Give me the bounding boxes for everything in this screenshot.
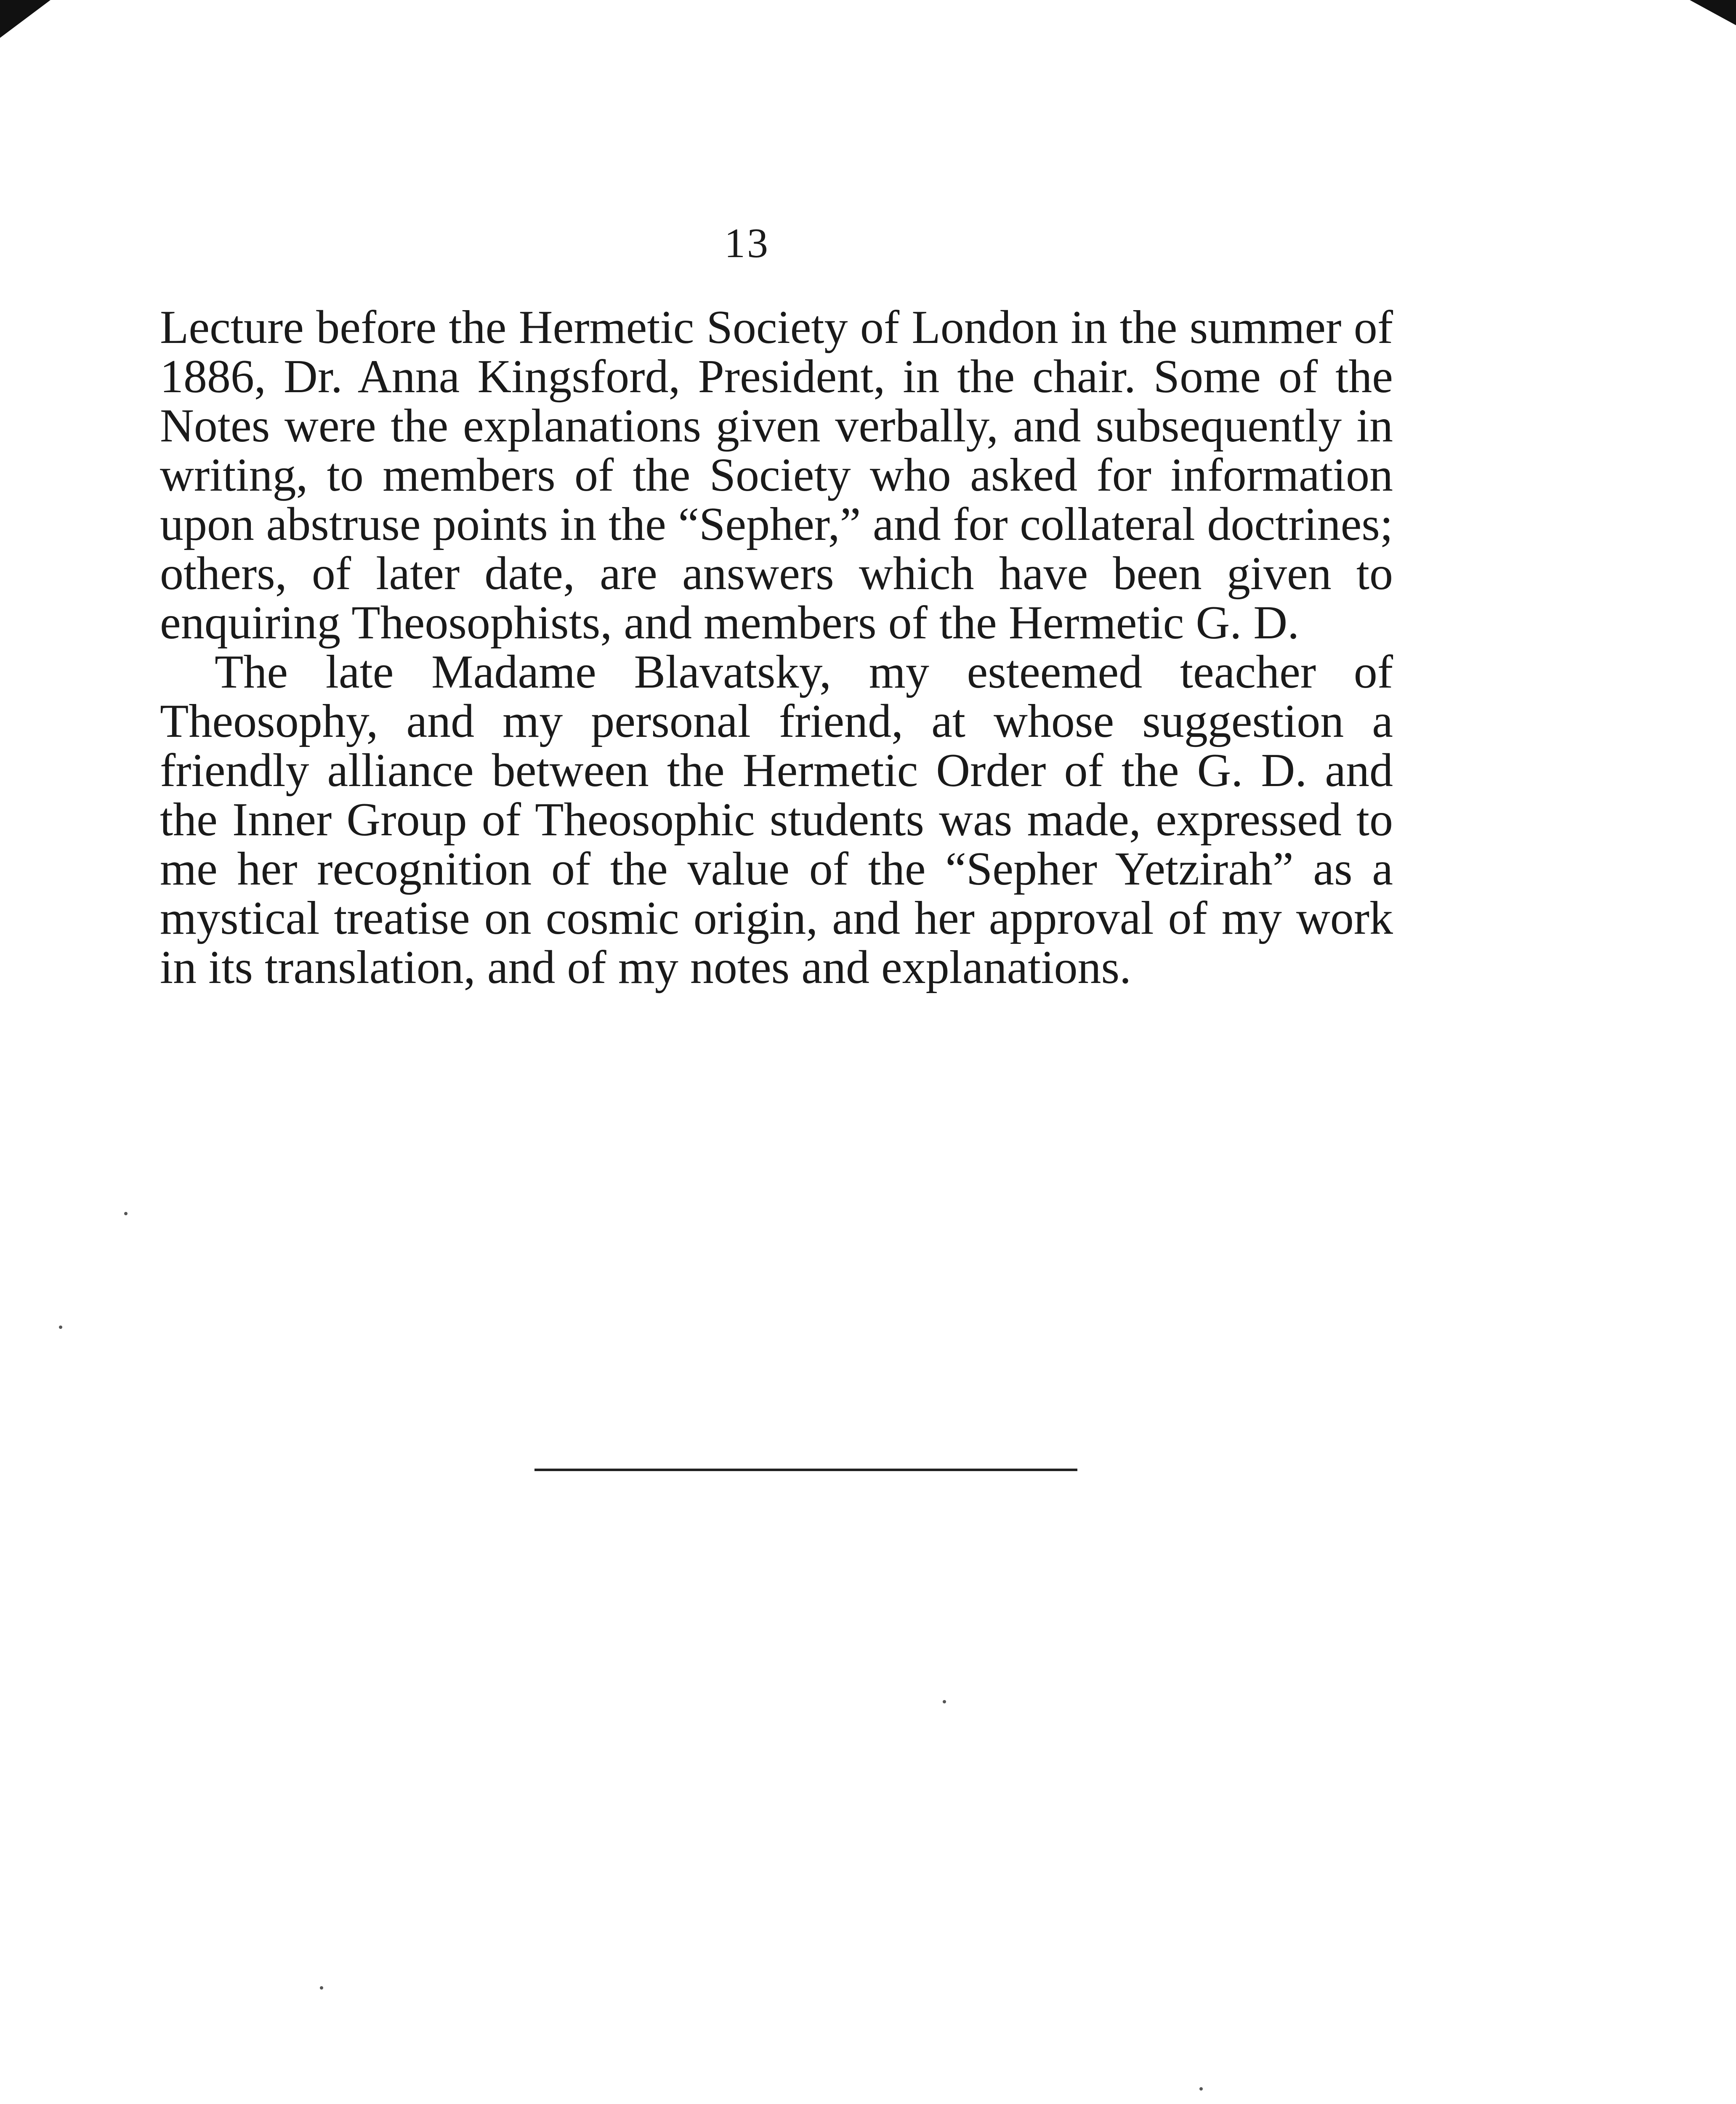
scan-speck [943,1700,946,1703]
section-divider [534,1469,1077,1471]
page-number: 13 [724,220,770,266]
scan-corner-mark-left [0,0,51,38]
scan-speck [320,1986,323,1990]
scan-speck [1199,2087,1203,2091]
scan-speck [124,1212,128,1215]
scan-corner-mark-right [1690,0,1736,25]
body-text [160,303,1393,992]
paragraph-2: The late Madame Blavatsky, my esteemed teacher of Theosophy, and my personal friend, at whose suggestion a friendly alliance between the Hermetic Order of the G. D. and the Inner Group of Theosophic students was made, expressed to me her recognition of the value of the “Sepher Yetzirah” as a mystical treatise on cosmic origin, and her approval of my work in its translation, and of my notes and explanations. [160,646,1393,994]
scan-speck [59,1326,62,1329]
paragraph-1: Lecture before the Hermetic Society of London in the summer of 1886, Dr. Anna Kingsford, President, in the chair. Some of the Notes were the explanations given verbally, and subsequently in writing, to members of the Society who asked for information upon abstruse points in the “Sepher,” and for collateral doctrines; others, of later date, are answers which have been given to enquiring Theosophists, and members of the Hermetic G. D. [160,301,1393,649]
